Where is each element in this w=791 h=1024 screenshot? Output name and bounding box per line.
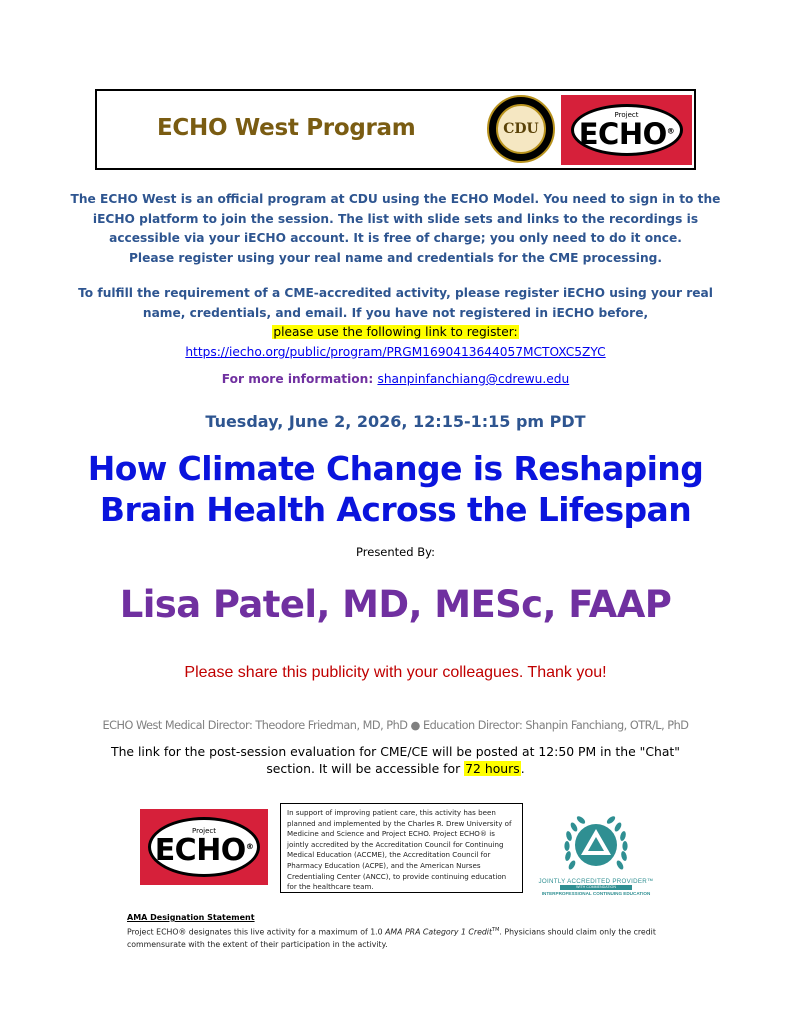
header-banner	[95, 89, 696, 170]
talk-title-line: How Climate Change is Reshaping	[87, 449, 704, 488]
event-date: Tuesday, June 2, 2026, 12:15-1:15 pm PDT	[205, 412, 586, 431]
share-message: Please share this publicity with your colleagues. Thank you!	[184, 664, 607, 681]
jointly-accredited-label: JOINTLY ACCREDITED PROVIDER™	[538, 878, 654, 885]
cdu-logo-text: CDU	[496, 104, 546, 154]
program-title: ECHO West Program	[157, 115, 416, 141]
talk-title	[40, 448, 751, 530]
registration-link[interactable]: https://iecho.org/public/program/PRGM1690413644057MCTOXC5ZYC	[185, 344, 606, 359]
cme-line: name, credentials, and email. If you have not registered in iECHO before,	[142, 305, 649, 320]
cme-paragraph	[60, 284, 731, 362]
contact-email-link[interactable]: shanpinfanchiang@cdrewu.edu	[377, 372, 570, 386]
register-highlight: please use the following link to register:	[273, 325, 518, 339]
project-echo-logo	[561, 95, 692, 165]
hours-highlight: 72 hours	[465, 761, 520, 776]
echo-logo-oval	[148, 817, 260, 877]
intro-line: accessible via your iECHO account. It is free of charge; you only need to do it once.	[109, 231, 682, 245]
intro-line: iECHO platform to join the session. The list with slide sets and links to the recordings is	[92, 211, 699, 226]
talk-title-line: Brain Health Across the Lifespan	[99, 490, 692, 529]
ama-statement: Project ECHO® designates this live activity for a maximum of 1.0 AMA PRA Category 1 Credit™. Physicians should claim only the credit commensurate with the extent of their participation in the activity.	[127, 927, 656, 949]
more-info-label: For more information:	[221, 372, 378, 386]
intro-line: Please register using your real name and credentials for the CME processing.	[128, 250, 662, 265]
accreditation-statement: In support of improving patient care, this activity has been planned and implemented by the Charles R. Drew University of Medicine and Science and Project ECHO. Project ECHO® is jointly accredited by the Accreditation Council for Continuing Medical Education (ACCME), the Accreditation Council for Pharmacy Education (ACPE), and the American Nurses Credentialing Center (ANCC), to provide continuing education for the healthcare team.	[280, 803, 523, 893]
evaluation-line: The link for the post-session evaluation for CME/CE will be posted at 12:50 PM in the "Chat"	[111, 744, 680, 759]
speaker-name: Lisa Patel, MD, MESc, FAAP	[119, 583, 672, 626]
echo-logo-word: ECHO®	[578, 116, 675, 151]
intro-paragraph	[60, 190, 731, 268]
interprofessional-label: INTERPROFESSIONAL CONTINUING EDUCATION	[541, 891, 651, 896]
evaluation-line: section. It will be accessible for 72 hours.	[266, 761, 525, 776]
ama-credit-name: AMA PRA Category 1 Credit	[385, 927, 493, 937]
cdu-seal-logo	[487, 95, 555, 163]
echo-logo-project-text: Project	[614, 110, 639, 119]
commendation-bar: WITH COMMENDATION	[560, 885, 632, 890]
echo-logo-oval	[571, 104, 683, 156]
footer-echo-logo	[140, 809, 268, 885]
echo-logo-project-text: Project	[192, 827, 216, 835]
intro-line: The ECHO West is an official program at CDU using the ECHO Model. You need to sign in to the	[70, 192, 721, 206]
presented-by-label: Presented By:	[356, 545, 435, 559]
cme-line: To fulfill the requirement of a CME-accredited activity, please register iECHO using your real	[78, 286, 713, 300]
echo-logo-word: ECHO®	[154, 833, 254, 868]
ama-heading: AMA Designation Statement	[127, 913, 255, 922]
directors-line: ECHO West Medical Director: Theodore Friedman, MD, PhD ● Education Director: Shanpin Fanchiang, OTR/L, PhD	[102, 719, 689, 732]
more-info-line	[60, 372, 731, 386]
evaluation-notice	[70, 743, 721, 777]
